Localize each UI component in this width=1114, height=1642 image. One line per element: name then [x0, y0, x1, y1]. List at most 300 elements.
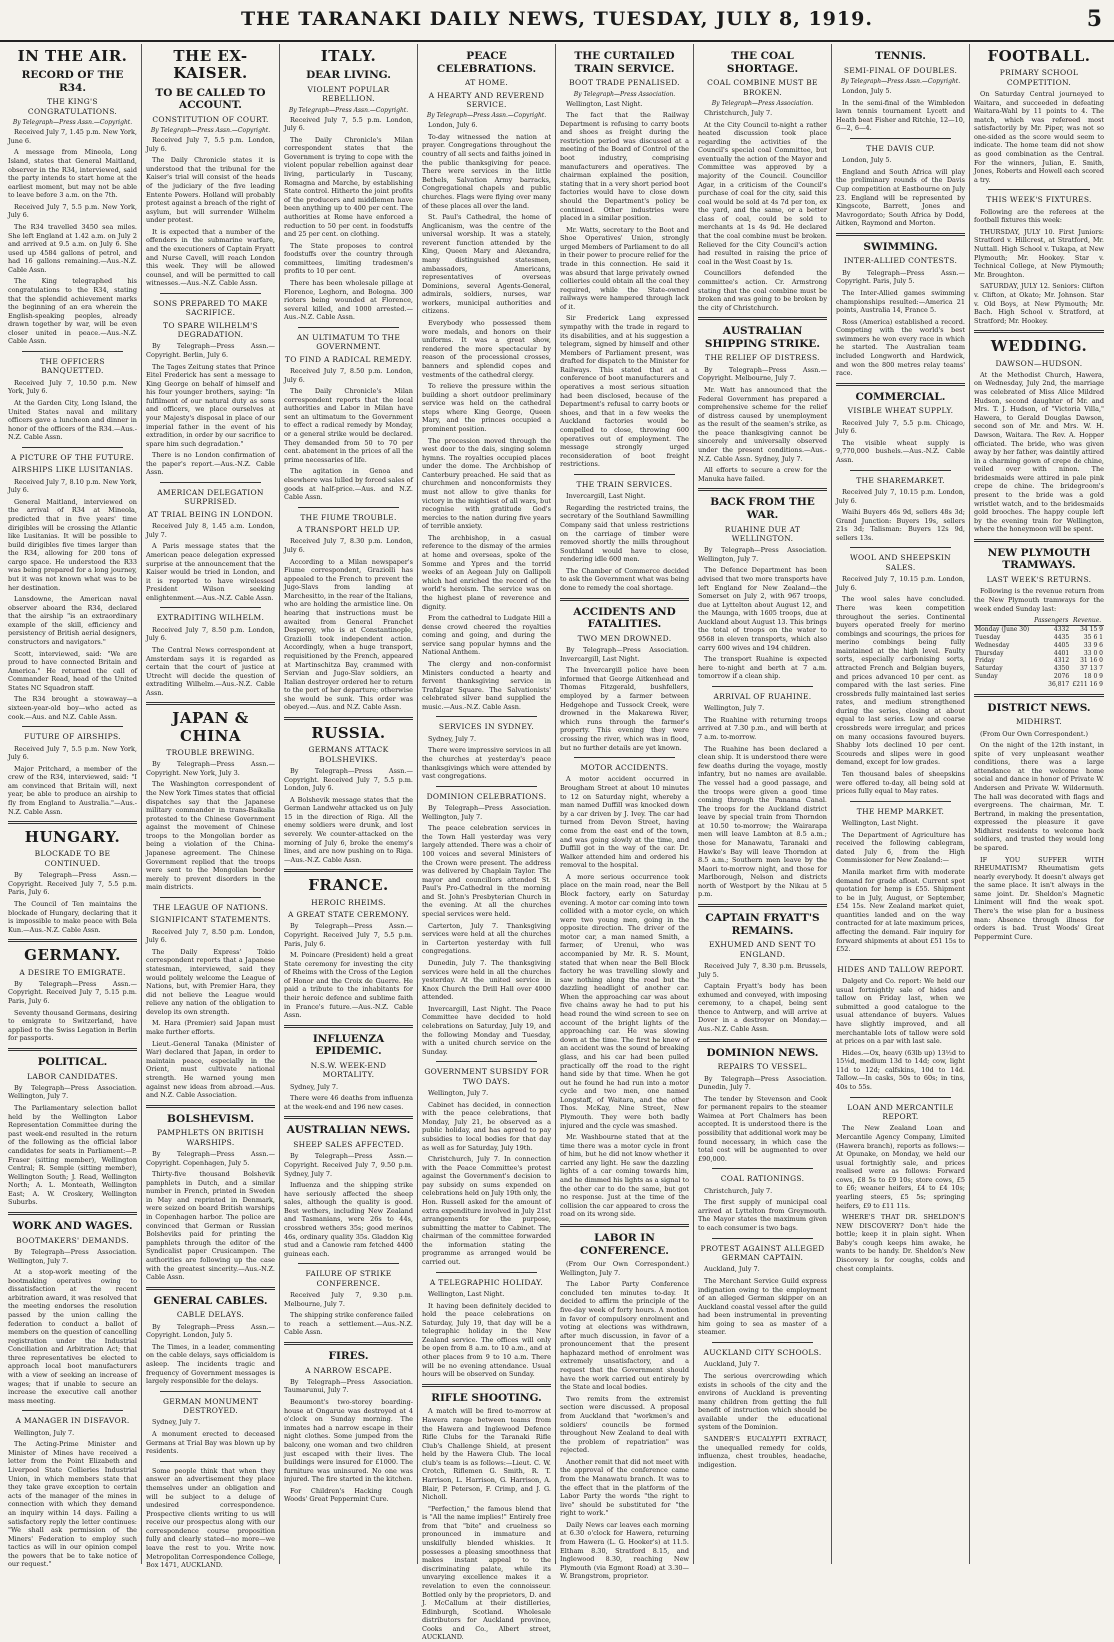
divider	[284, 717, 413, 720]
table-row	[974, 673, 1104, 681]
byline: By Telegraph—Press Assn.—Copyright.	[840, 77, 961, 85]
paragraph: The shipping strike conference failed to reach a settlement.—Aus.-N.Z. Cable Assn.	[284, 1311, 413, 1337]
section-subhead: THE TRAIN SERVICES.	[576, 479, 673, 489]
paragraph: Manila market firm with moderate demand for grade afloat. Current spot quotation for hemp is £55. Shipment to be in July, August, or September, £54 15s. New Zealand market quiet, quantities landed and on the way contracted for at late maximum prices, affecting the demand. Fair inquiry for forward shipments at about £51 15s to £52.	[836, 867, 965, 954]
divider	[850, 1097, 951, 1098]
table-cell: 36,817	[1048, 680, 1070, 688]
headline: THE COAL SHORTAGE.	[726, 50, 799, 75]
paragraph: Ten thousand bales of sheepskins were offered to-day, all being sold at prices fully equal to May rates.	[836, 769, 965, 796]
section-subhead: AIRSHIPS LIKE LUSITANIAS.	[11, 465, 134, 475]
paragraph: Major Pritchard, a member of the crew of the R34, interviewed, said: "I am convinced that Britain will, next year, be able to produce an airship to fly from England to Australia."—Aus.-N.Z. Cable Assn.	[8, 764, 137, 816]
paragraph: (From Our Own Correspondent.) Wellington, July 7.	[560, 1260, 689, 1277]
paragraph: By Telegraph—Press Assn.—Copyright. Melbourne, July 7.	[698, 365, 827, 383]
section-subhead: GERMAN MONUMENT DESTROYED.	[162, 1396, 259, 1416]
headline: SWIMMING.	[863, 240, 938, 253]
paragraph: Received July 7, 8.10 p.m. New York, July 6.	[8, 477, 137, 495]
divider	[146, 1105, 275, 1108]
section-subhead: AMERICAN DELEGATION SURPRISED.	[157, 488, 264, 507]
paragraph: The R34 brought a stowaway—a sixteen-year-old boy—who acted as cook.—Aus. and N.Z. Cable Assn.	[8, 695, 137, 721]
table-cell: 4401	[1053, 649, 1070, 657]
paragraph: Influenza and the shipping strike have seriously affected the sheep sales, although the quality is good. Best wethers, including New Zealand and Tasmanians, were 26s to 44s, crossbred wethers 35s; good merinos 46s, ordinary quality 35s. Gladdon Kig stud and a Canowie ram fetched 4400 guineas each.	[284, 1181, 413, 1258]
paragraph: By Telegraph—Press Assn.—Copyright. Copenhagen, July 5.	[146, 1150, 275, 1167]
paragraph: A more serious occurrence took place on the main road, near the Bell Block factory, early on Saturday evening. A motor car coming into town collided with a motor cycle, on which were two young men, going in the opposite direction. The driver of the motor car, a man named Smith, a farmer, of Urenui, who was accompanied by Mr. R. S. Mount, stated that when near the Bell Block factory he was travelling slowly and saw nothing along the road but the dazzling headlight of another car. When the approaching car was about five chains away he had to put his head round the wind screen to see on account of the bright lights of the approaching car. He was slowing down at the time. The first he knew of an accident was the sound of breaking glass, and his car had been pulled practically off the road to the right hand side by that time. When he got out he found he had run into a motor cycle and two men, one named Longstaff, of Waitara, and the other Thos. McKay, Nine Street, New Plymouth. They were both badly injured and the cycle was smashed.	[560, 872, 689, 1130]
paragraph: London, July 6.	[428, 121, 478, 130]
paragraph: The transport Ruahine is expected here to-night and berth at 7 a.m. tomorrow if a clean ship.	[698, 655, 827, 681]
column-6	[694, 44, 832, 1564]
divider	[436, 1272, 537, 1273]
paragraph: The agitation in Genoa and elsewhere was lulled by forced sales of goods at half-price.—Aus. and N.Z. Cable Assn.	[284, 467, 413, 502]
section-subhead: LOAN AND MERCANTILE REPORT.	[847, 1102, 954, 1121]
divider	[988, 189, 1090, 190]
headline: POLITICAL.	[37, 1055, 108, 1068]
paragraph: Received July 7, 10.15 p.m. London, July 6.	[836, 575, 965, 592]
paragraph: London, July 5.	[842, 156, 892, 165]
divider	[836, 233, 965, 236]
headline: CAPTAIN FRYATT'S REMAINS.	[705, 912, 820, 937]
paragraph: Everybody who possessed them wore medals, and honors on their uniforms. It was a great show, rendered the more spectacular by reason of the processional crosses, banners and splendid copes and vestments of the cathedral clergy.	[422, 319, 551, 379]
divider	[22, 447, 123, 448]
table-cell: 4405	[1053, 641, 1070, 649]
divider	[712, 686, 813, 687]
paragraph: Invercargill, Last Night.	[566, 492, 646, 501]
headline: WORK AND WAGES.	[12, 1220, 133, 1232]
paragraph: Lieut.-General Tanaka (Minister of War) declared that Japan, in order to maintain peace, especially in the Orient, must cultivate national strength. He warned young men against new ideas from abroad.—Aus. and N.Z. Cable Association.	[146, 1039, 275, 1100]
paragraph: A match will be fired to-morrow at Hawera range between teams from the Hawera and Inglewood Defence Rifle Clubs for the Taranaki Rifle Club's Challenge Shield, at present held by the Hawera Club. The local club's team is as follows:—Lieut. C. W. Crotch, Riflemen G. Smith, R. T. Harrison, L. Harrison, G. Harrison, A. Blair, P. Peterson, F. Crimp, and J. G. Nicholl.	[422, 1407, 551, 1502]
section-subhead: BOOT TRADE PENALISED.	[569, 78, 680, 88]
paragraph: Hides.—Ox, heavy (63lb up) 13½d to 15⅛d, medium 13d to 14d; cow, light 11d to 12d; calfskins, 10d to 14d. Tallow.—In casks, 50s to 60s; in tins, 40s to 55s.	[836, 1048, 965, 1092]
section-subhead: THE FIUME TROUBLE.	[300, 512, 397, 522]
section-subhead: A NARROW ESCAPE.	[305, 1365, 392, 1375]
headline: COMMERCIAL.	[855, 390, 946, 403]
paragraph: The Defence Department has been advised that two more transports have left England for New Zealand—the Somerset on July 2, with 967 troops, due at Lyttelton about August 12, and the Maunga, with 1605 troops, due at Auckland about August 13. This brings the total of troops on the water to 9568 in eleven transports, which also carry 600 wives and 194 children.	[698, 566, 827, 652]
paragraph: The Daily Chronicle states it is understood that the tribunal for the Kaiser's trial will consist of the heads of the judiciary of the five leading Entente Powers. Holland will probably protest against a breach of the right of asylum, but will surrender Wilhelm under protest.	[146, 156, 275, 225]
section-subhead: A TELEGRAPHIC HOLIDAY.	[429, 1277, 544, 1287]
paragraph: London, July 5.	[842, 86, 892, 95]
section-subhead: VISIBLE WHEAT SUPPLY.	[847, 406, 954, 416]
table-cell: Monday (June 30)	[975, 626, 1030, 634]
divider	[850, 470, 951, 471]
paragraph: The Department of Agriculture has received the following cablegram, dated July 6, from the High Commissioner for New Zealand:—	[836, 830, 965, 865]
headline: AUSTRALIAN NEWS.	[286, 1124, 411, 1137]
section-subhead: DAWSON—HUDSON.	[995, 358, 1083, 368]
divider	[160, 482, 261, 483]
divider	[284, 1342, 413, 1345]
divider	[146, 1287, 275, 1290]
section-subhead: SEMI-FINAL OF DOUBLES.	[843, 65, 958, 75]
table-cell: Sunday	[975, 672, 998, 680]
paragraph: Auckland, July 7.	[704, 1360, 760, 1369]
paragraph: St. Paul's Cathedral, the home of Anglicanism, was the centre of the universal worship. It was a stately, reverent function attended by the King, Queen Mary and Alexandra, many distinguished statesmen, ambassadors, Americans, representatives of overseas Dominions, several Agents-General, admirals, soldiers, nurses, war workers, municipal authorities and citizens.	[422, 213, 551, 316]
headline: IN THE AIR.	[17, 47, 128, 65]
section-subhead: PRIMARY SCHOOL COMPETITION.	[999, 68, 1079, 87]
paragraph: Mr. Watt has announced that the Federal Government has prepared a comprehensive scheme for the relief of distress caused by unemployment as the result of the seamen's strike, as the peace thanksgiving cannot be sincerely and universally observed under the present conditions.—Aus.-N.Z. Cable Assn. Sydney, July 7.	[698, 385, 827, 463]
paragraph: By Telegraph—Press Assn.—Copyright. London, July 5.	[146, 1322, 275, 1340]
divider	[850, 547, 951, 548]
subheadline: DEAR LIVING.	[306, 69, 391, 82]
section-subhead: TO FIND A RADICAL REMEDY.	[284, 354, 413, 364]
table-cell: 31 16 0	[1080, 657, 1103, 665]
table-row	[974, 650, 1104, 658]
byline: By Telegraph—Press Association.	[711, 99, 814, 107]
paragraph: Scott, interviewed, said: "We are proud to have connected Britain and America." He returned the call of Commander Read, head of the United States NC Squadron staff.	[8, 649, 137, 692]
paragraph: By Telegraph—Press Assn.—Copyright. Received July 7, 9.50 p.m. Sydney, July 7.	[284, 1152, 413, 1178]
paragraph: Received July 7, 8.50 p.m. London, July 6.	[284, 367, 413, 384]
section-subhead: THE RELIEF OF DISTRESS.	[705, 353, 820, 363]
paragraph: Waihi Buyers 46s 9d, sellers 48s 3d; Grand Junction: Buyers 19s, sellers 21s 3d; Talisman: Buyers 12s 9d, sellers 13s.	[836, 508, 965, 542]
byline: By Telegraph—Press Assn.—Copyright.	[288, 106, 409, 114]
divider	[160, 607, 261, 608]
section-subhead: BLOCKADE TO BE CONTINUED.	[34, 849, 111, 868]
news-columns	[4, 44, 1110, 1642]
column-2	[142, 44, 280, 1570]
table-cell: 37 13 7	[1080, 665, 1103, 673]
section-subhead: PROTEST AGAINST ALLEGED GERMAN CAPTAIN.	[700, 1243, 825, 1262]
headline: DOMINION NEWS.	[706, 1046, 819, 1059]
paragraph: Another remit that did not meet with the approval of the conference came from the Manawatu branch. It was to the effect that in the platform of the Labor Party the words "the right to live" should be substituted for "the right to work."	[560, 1457, 689, 1518]
section-subhead: COAL COMBINE MUST BE BROKEN.	[707, 78, 818, 97]
headline: GERMANY.	[24, 946, 121, 965]
paragraph: By Telegraph—Press Assn.—Copyright. Berlin, July 6.	[146, 342, 275, 359]
divider	[850, 138, 951, 139]
table-header-cell: Revenue.	[1070, 616, 1104, 626]
table-cell: 4350	[1053, 665, 1070, 673]
paragraph: The Inter-Allied games swimming championships resulted:—America 21 points, Australia 14, France 5.	[836, 288, 965, 315]
subheadline: TO BE CALLED TO ACCOUNT.	[155, 86, 266, 112]
section-subhead: DOMINION CELEBRATIONS.	[426, 791, 547, 801]
paragraph: Wellington, July 7.	[14, 1428, 75, 1437]
paragraph: The peace celebration services in the Town Hall yesterday was very largely attended. There was a choir of 100 voices and several Ministers of the Crown were present. The address was delivered by Chaplain Taylor. The mayor and councillors attended St. Paul's Pro-Cathedral in the morning and St. John's Presbyterian Church in the evening. At all the churches special services were held.	[422, 824, 551, 919]
divider	[160, 1461, 261, 1462]
paragraph: Carterton, July 7. Thanksgiving services were held at all the churches in Carterton yesterday with full congregations.	[422, 921, 551, 956]
paragraph: By Telegraph—Press Association. Wellington, July 7.	[422, 804, 551, 821]
paragraph: Dalgety and Co. report: We held our usual fortnightly sale of hides and tallow on Friday last, when we submitted a good catalogue to the usual attendance of buyers. Values have slightly improved, and all merchantable lots of tallow were sold at prices on a par with last sale.	[836, 977, 965, 1046]
headline: TENNIS.	[875, 50, 926, 62]
paragraph: Received July 7, 1.45 p.m. New York, June 6.	[8, 128, 137, 145]
table-cell: Friday	[975, 657, 995, 665]
section-subhead: A PICTURE OF THE FUTURE.	[10, 452, 135, 462]
section-subhead: TROUBLE BREWING.	[166, 747, 255, 757]
paragraph: Auckland, July 7.	[704, 1265, 760, 1274]
paragraph: THURSDAY, JULY 10. First Juniors: Stratford v. Hillcrest, at Stratford, Mr. Nuttall. High School v. Tukapa, at New Plymouth; Mr. Hookey. Star v. Technical College, at New Plymouth; Mr. Broughton.	[974, 227, 1104, 279]
section-subhead: INTER-ALLIED CONTESTS.	[843, 256, 958, 266]
divider	[284, 869, 413, 872]
section-subhead: SONS PREPARED TO MAKE SACRIFICE.	[153, 298, 268, 318]
paragraph: To relieve the pressure within the building a short outdoor preliminary service was held on the cathedral steps where King George, Queen Mary, and the princes occupied a prominent position.	[422, 382, 551, 433]
section-subhead: LABOR CANDIDATES.	[27, 1071, 118, 1081]
section-subhead: MIDHIRST.	[1016, 717, 1062, 727]
paragraph: There is no London confirmation of the paper's report.—Aus.-N.Z. Cable Assn.	[146, 451, 275, 477]
paragraph: The Labor Party Conference concluded ten minutes to-day. It decided to affirm the principle of the five-day week of forty hours. A motion in favor of compulsory enrolment and voting at elections was withdrawn, after much discussion, in favor of a pronouncement that the present haphazard method of enrolment was extremely unsatisfactory, and a request that the Government should have the work carried out entirely by the State and local bodies.	[560, 1280, 689, 1392]
section-subhead: EXTRADITING WILHELM.	[156, 613, 265, 623]
section-subhead: THE SHAREMARKET.	[856, 475, 945, 485]
headline: ACCIDENTS AND FATALITIES.	[573, 605, 676, 631]
table-row	[974, 634, 1104, 642]
paragraph: By Telegraph—Press Assn.—Copyright. Received July 7, 5.5 p.m. Paris, July 6.	[8, 871, 137, 897]
headline: GENERAL CABLES.	[153, 1294, 268, 1307]
paragraph: The Daily Express' Tokio correspondent reports that a Japanese statesman, interviewed, said they would politely welcome the League of Nations, but, with Premier Hara, they did not believe the League would relieve any nation of the obligation to develop its own strength.	[146, 947, 275, 1016]
divider	[698, 1039, 827, 1042]
paragraph: The Washington correspondent of the New York Times states that official dispatches say that the Japanese military commander in trans-Baikalia protested to the Chinese Government against the movement of Chinese troops to the Mongolian border as being a violation of the China-Japanese agreement. The Chinese Government replied that the troops were sent to the Mongolian border merely to prevent disorders in the main districts.	[146, 780, 275, 892]
divider	[698, 904, 827, 907]
headline: INFLUENZA EPIDEMIC.	[312, 1032, 385, 1058]
table-header-row	[974, 616, 1104, 626]
divider	[974, 539, 1104, 542]
headline: FIRES.	[328, 1349, 369, 1362]
paragraph: The R34 travelled 3450 sea miles. She left England at 1.42 a.m. on July 2 and arrived at 9.5 a.m. on July 6. She used up 4584 gallons of petrol, and had 16 gallons remaining.—Aus.-N.Z. Cable Assn.	[8, 222, 137, 274]
divider	[22, 726, 123, 727]
headline: WEDDING.	[990, 337, 1088, 356]
paragraph: The procession moved through the west door to the dais, singing solemn hymns. The royalties occupied places under the dome. The Archbishop of Canterbury preached. He said that as churchmen and nonconformists they must not allow to give thanks for victory in the mightiest of all wars, but recognise with gratitude God's mercies to the nation during five years of terrible anxiety.	[422, 436, 551, 531]
paragraph: At a stop-work meeting of the bootmaking operatives owing to dissatisfaction at the recent arbitration award, it was resolved that the meeting endorses the resolution passed by the union calling the federation to conduct a ballot of members on the question of cancelling registration under the Industrial Conciliation and Arbitration Act; that three representatives be elected to approach local boot manufacturers with a view of seeking an increase of wages; that if unable to secure an increase the executive call another mass meeting.	[8, 1268, 137, 1405]
divider	[574, 474, 675, 475]
column-1	[4, 44, 142, 1569]
divider	[698, 317, 827, 320]
paragraph: Captain Fryatt's body has been exhumed and conveyed, with imposing ceremony, to a chapel, being sent thence to Antwerp, and will arrive at Dover in a destroyer on Monday.—Aus.-N.Z. Cable Assn.	[698, 982, 827, 1033]
table-cell: 33 9 6	[1083, 641, 1103, 649]
paragraph: Received July 7, 8.30 p.m. Brussels, July 5.	[698, 961, 827, 979]
paragraph: Ross (America) established a record. Competing with the world's best swimmers he won every race in which he started. The Australian team included Longworth and Hardwick, and won the 800 metres relay teams' race.	[836, 317, 965, 378]
paragraph: The Acting-Prime Minister and Minister of Mines have received a letter from the Point Elizabeth and Liverpool State Collieries Industrial Union, in which members state that they take grave exception to certain acts of the manager of the mines in connection with which they demand an inquiry within 14 days. Failing a satisfactory reply the letter continues: "We shall ask permission of the Miners' Federation to employ such tactics as will in our opinion compel the powers that be to take notice of our request."	[8, 1440, 137, 1569]
table-cell: 2076	[1053, 672, 1070, 680]
tramway-returns-table	[974, 616, 1104, 688]
table-cell: 35 6 1	[1083, 633, 1103, 641]
section-subhead: A TRANSPORT HELD UP.	[296, 525, 401, 535]
divider	[8, 821, 137, 824]
paragraph: By Telegraph—Press Association. Taumarunui, July 7.	[284, 1377, 413, 1395]
paragraph: Received July 7, 8.30 p.m. London, July 6.	[284, 537, 413, 555]
divider	[974, 694, 1104, 697]
table-cell: £211 16 9	[1072, 680, 1103, 688]
section-subhead: AUCKLAND CITY SCHOOLS.	[703, 1347, 822, 1357]
paragraph: The King telegraphed his congratulations to the R34, stating that the splendid achievement marks the beginning of an era wherein the English-speaking peoples, already drawn together by war, will be even closer united in peace.—Aus.-N.Z. Cable Assn.	[8, 277, 137, 346]
paragraph: Two remits from the extremist section were discussed. A proposal from Auckland that "workmen's and soldiers' councils be formed throughout New Zealand to deal with the problem of repatriation" was rejected.	[560, 1394, 689, 1455]
paragraph: Wellington, Last Night.	[566, 99, 643, 108]
section-subhead: SERVICES IN SYDNEY.	[438, 722, 535, 732]
divider	[298, 1263, 399, 1264]
paragraph: The serious overcrowding which exists in schools of the city and the environs of Auckland is preventing many children from getting the full benefit of instruction which should be available under the educational system of the Dominion.	[698, 1371, 827, 1432]
section-subhead: THIS WEEK'S FIXTURES.	[986, 195, 1092, 205]
paragraph: The Chamber of Commerce decided to ask the Government what was being done to remedy the coal shortage.	[560, 566, 689, 592]
paragraph: Received July 7, 9.30 p.m. Melbourne, July 7.	[284, 1291, 413, 1308]
section-subhead: A HEARTY AND REVEREND SERVICE.	[428, 90, 545, 109]
paragraph: The visible wheat supply is 9,770,000 bushels.—Aus.-N.Z. Cable Assn.	[836, 438, 965, 465]
paragraph: On the night of the 12th instant, in spite of very unpleasant weather conditions, there was a large attendance at the welcome home social and dance in honor of Private W. Andersen and Private W. Wildermuth. The hall was decorated with flags and evergreens. The chairman, Mr. T. Bertrand, in making the presentation, expressed the pleasure it gave Midhirst residents to welcome back soldiers, and trusted they would long be spared.	[974, 741, 1104, 853]
paragraph: Received July 7, 8.50 p.m. London, July 6.	[146, 927, 275, 945]
section-subhead: CONSTITUTION OF COURT.	[152, 114, 269, 124]
divider	[436, 1061, 537, 1062]
paragraph: England and South Africa will play the preliminary rounds of the Davis Cup competition at Eastbourne on July 23. England will be represented by Kingscote, Barrett, Jones and Mavrogordato; South Africa by Dodd, Aitken, Raymond and Morton.	[836, 167, 965, 228]
paragraph: By Telegraph—Press Assn.—Copyright. Received July 7, 5.15 p.m. Paris, July 6.	[8, 979, 137, 1006]
paragraph: By Telegraph—Press Association. Invercargill, Last Night.	[560, 646, 689, 663]
paragraph: The clergy and non-conformist Ministers conducted a hearty and fervent thanksgiving service in Trafalgar Square. The Salvationists' celebrated silver band supplied the music.—Aus.-N.Z. Cable Assn.	[422, 660, 551, 711]
paragraph: By Telegraph—Press Assn.—Copyright. Paris, July 5.	[836, 268, 965, 286]
paragraph: At the Methodist Church, Hawera, on Wednesday, July 2nd, the marriage was celebrated of Miss Alice Mildred Hudson, second daughter of Mr. and Mrs. T. J. Hudson, of "Victoria Villa," Hawera, to Gerald Douglas Dawson, second son of Mr. and Mrs. W. H. Dawson, Waitara. The Rev. A. Hopper officiated. The bride, who was given away by her father, was daintily attired in a charming gown of crepe de chine, veiled over with ninon. The bridesmaids were attired in pale pink crepe de chine. The bridegroom's present to the bride was a gold wristlet watch, and to the bridesmaids gold brooches. The happy couple left by the evening train for Wellington, where the honeymoon will be spent.	[974, 370, 1104, 534]
paragraph: Sydney, July 7.	[152, 1418, 201, 1427]
section-subhead: A GREAT STATE CEREMONY.	[288, 909, 409, 919]
byline: By Telegraph—Press Assn.—Copyright.	[426, 112, 547, 120]
divider	[160, 293, 261, 294]
paragraph: Received July 7, 10.50 p.m. New York, July 6.	[8, 378, 137, 396]
divider	[8, 1212, 137, 1215]
paragraph: By Telegraph—Press Association. Wellington, July 7.	[8, 1083, 137, 1101]
section-subhead: COAL RATIONINGS.	[720, 1174, 805, 1184]
divider	[284, 1025, 413, 1028]
paragraph: The State proposes to control foodstuffs over the country through committees, limiting tradesmen's profits to 10 per cent.	[284, 241, 413, 276]
paragraph: The New Zealand Loan and Mercantile Agency Company, Limited (Hawera branch), reports as follows:—At Opunake, on Monday, we held our usual fortnightly sale, and prices realised were as follows: Forward cows, £8 5s to £9 10s; store cows, £5 to £6; weaner heifers, £4 to £4 10s; yearling steers, £5 5s; springing heifers, £9 to £11 11s.	[836, 1124, 965, 1210]
section-subhead: TWO MEN DROWNED.	[577, 633, 672, 643]
section-subhead: THE DAVIS CUP.	[866, 143, 935, 153]
headline: BACK FROM THE WAR.	[710, 496, 815, 521]
paragraph: The Tages Zeitung states that Prince Eitel Frederick has sent a message to King George on behalf of himself and his four younger brothers, saying: "In fulfilment of our natural duty as sons and officers, we place ourselves at your Majesty's disposal in place of our imperial father in the event of his extradition, in order by our sacrifice to spare him such degradation."	[146, 362, 275, 448]
headline: THE CURTAILED TRAIN SERVICE.	[574, 50, 675, 75]
paragraph: It is expected that a number of the offenders in the submarine warfare, and the executioners of Captain Fryatt and Nurse Cavell, will reach London this week. They will be allowed counsel, and will be permitted to call witnesses.—Aus.-N.Z. Cable Assn.	[146, 227, 275, 288]
table-row	[974, 657, 1104, 665]
table-cell: Thursday	[975, 649, 1004, 657]
headline: ITALY.	[320, 47, 377, 65]
headline: FOOTBALL.	[987, 47, 1091, 65]
paragraph: By Telegraph—Press Association. Wellington, July 7.	[698, 546, 827, 563]
divider	[850, 959, 951, 960]
paragraph: Received July 7, 5.5 p.m. New York, July 6.	[8, 202, 137, 220]
section-subhead: AT HOME.	[464, 78, 509, 88]
section-subhead: THE HEMP MARKET.	[856, 806, 945, 816]
paragraph: Christchurch, July 7.	[704, 1186, 773, 1195]
section-subhead: GOVERNMENT SUBSIDY FOR TWO DAYS.	[424, 1067, 549, 1086]
paragraph: The Times, in a leader, commenting on the cable delays, says officialdom is asleep. The incidents tragic and frequency of Government messages is largely responsible for the delays.	[146, 1342, 275, 1386]
table-cell	[974, 681, 1032, 689]
advertisement: Some people think that when they answer an advertisement they place themselves under an obligation and will be subject to a deluge of undesired correspondence. Prospective clients writing to us will receive our prospectus along with our correspondence course proposition fully and clearly stated—no more—we leave the rest to you. Write now. Metropolitan Correspondence College, Box 1471, AUCKLAND.	[146, 1466, 275, 1570]
paragraph: In the semi-final of the Wimbledon lawn tennis tournament Lycett and Heath beat Fisher and Ritchie, 12—10, 6—2, 6—4.	[836, 98, 965, 133]
paragraph: There has been wholesale pillage at Florence, Leghorn, and Bologna. 300 rioters being wounded at Florence, several killed, and 1000 arrested.—Aus.-N.Z. Cable Assn.	[284, 279, 413, 322]
table-cell: 4332	[1053, 626, 1070, 634]
paragraph: There were 46 deaths from influenza at the week-end and 196 new cases.	[284, 1094, 413, 1111]
paragraph: Received July 7, 5.5 p.m. New York, July 6.	[8, 744, 137, 762]
section-subhead: THE LEAGUE OF NATIONS.	[152, 902, 269, 912]
paragraph: At the City Council to-night a rather heated discussion took place regarding the activities of the Council's special coal Committee, but eventually the action of the Mayor and Committee was approved by a majority of the Council. Councillor Agar, in a criticism of the Council's purchase of coal for the city, said this coal would be sold at 4s 7d per ton, ex the yard, and the same, or a better class of coal, could be sold to merchants at 1s 4s 9d. He declared that the coal combine must be broken. Relieved for the City Council's action had resulted in raising the price of coal in the West Coast by 1s.	[698, 120, 827, 266]
paragraph: The tender by Stevenson and Cook for permanent repairs to the steamer Waimea at Port Chalmers has been accepted. It is understood there is the possibility that additional work may be found necessary, in which case the total cost will be augmented to over £90,000.	[698, 1094, 827, 1163]
paragraph: Regarding the restricted trains, the secretary of the Southland Sawmilling Company said that unless restrictions on the carriage of timber were removed shortly the mills throughout Southland would have to close, rendering idle 600 men.	[560, 503, 689, 564]
divider	[712, 1342, 813, 1343]
paragraph: There were impressive services in all the churches at yesterday's peace thanksgivings which were attended by vast congregations.	[422, 746, 551, 781]
paragraph: It having been definitely decided to hold the peace celebrations on Saturday, July 19, that day will be a telegraphic holiday in the New Zealand service. The offices will only be open from 8 a.m. to 10 a.m., and at other places from 9 to 10 a.m. There will be no evening attendance. Usual hours will be observed on Sunday.	[422, 1301, 551, 1379]
paragraph: The Ruahine with returning troops arrived at 7.30 p.m., and will berth at 7 a.m. to-morrow.	[698, 715, 827, 742]
section-subhead: MOTOR ACCIDENTS.	[580, 763, 669, 773]
paragraph: SATURDAY, JULY 12. Seniors: Clifton v. Clifton, at Okato; Mr. Johnson. Star v. Old Boys, at New Plymouth; Mr. Bach. High School v. Stratford, at Stratford; Mr. Hookey.	[974, 282, 1104, 325]
headline: PEACE CELEBRATIONS.	[436, 50, 537, 75]
section-subhead: TO SPARE WILHELM'S DEGRADATION.	[163, 320, 258, 340]
divider	[836, 383, 965, 386]
table-cell: 18 0 9	[1083, 672, 1103, 680]
paragraph: Thirty-five thousand Bolshevik pamphlets in Dutch, and a similar number in French, printed in Sweden in May and reprinted in Denmark, were seized on board British warships in Copenhagen harbor. The police are convinced that German or Russian Bolsheviks paid for printing the pamphlets through the editor of the Syndicalist paper Crusicampen. The authorities are following up the case with the greatest sincerity.—Aus.-N.Z. Cable Assn.	[146, 1170, 275, 1282]
table-cell: Wednesday	[975, 641, 1010, 649]
divider	[160, 1391, 261, 1392]
section-subhead: VIOLENT POPULAR REBELLION.	[307, 84, 390, 104]
section-subhead: REPAIRS TO VESSEL.	[717, 1062, 808, 1072]
paragraph: By Telegraph—Press Assn.—Copyright. Received July 7, 5.5 p.m. Paris, July 6.	[284, 922, 413, 948]
masthead	[0, 0, 1114, 42]
paragraph: Received July 7, 10.15 p.m. London, July 6.	[836, 488, 965, 505]
section-subhead: THE KING'S CONGRATULATIONS.	[27, 97, 118, 116]
divider	[974, 330, 1104, 333]
paragraph: Cabinet has decided, in connection with the peace celebrations, that Monday, July 21, be observed as a public holiday, and has agreed to pay subsidies to local bodies for that day as well as for Saturday, July 19th.	[422, 1100, 551, 1152]
divider	[8, 1048, 137, 1051]
advertisement: "Perfection," the famous blend that is "All the name implies!" Entirely free from that "bite" and cruelness so pronounced in immature and unskilfully blended whiskies. It possesses a pleasing smoothness that makes instant appeal to the discriminating palate, while its unvarying excellence makes it a revelation to even the connoisseur. Bottled only by the proprietors, D. and J. McCallum at their distilleries, Edinburgh, Scotland. Wholesale distributors for Auckland province, Cooks and Co., Albert street, AUCKLAND.	[422, 1504, 551, 1642]
paragraph: A motor accident occurred in Brougham Street at about 10 minutes to 12 on Saturday night, whereby a man named Duffill was knocked down by a car driven by J. Ivey. The car had turned from Devon Street, having come from the east end of the town, and was going slowly at the time, and Duffill got in the way of the car. Dr. Walker attended him and ordered his removal to the hospital.	[560, 775, 689, 870]
paragraph: The archbishop, in a casual reference to the dismay of the armies at home and overseas, spoke of the Somme and Ypres and the torrid weeks of an Aegean July on Gallipoli which had enriched the record of the world's heroism. The service was on the highest plane of reverence and dignity.	[422, 533, 551, 611]
paragraph: Sydney, July 7.	[290, 1082, 339, 1091]
paragraph: The Daily Chronicle's Milan correspondent states that the Government is trying to cope with the violent popular rebellion against dear living, particularly in Tuscany, Romagna and Marche, by establishing State control. Hitherto the joint profits of the producers and middlemen have been anything up to 400 per cent. The authorities at Rome have enforced a reduction to 50 per cent. in foodstuffs and 25 per cent. on clothing.	[284, 135, 413, 239]
section-subhead: A DESIRE TO EMIGRATE.	[19, 967, 126, 977]
divider	[436, 786, 537, 787]
paragraph: Received July 7, 5.5 p.m. London, July 6.	[284, 115, 413, 133]
headline: NEW PLYMOUTH TRAMWAYS.	[987, 546, 1091, 572]
paragraph: The Council of Ten maintains the blockade of Hungary, declaring that it is impossible to make peace with Bela Kun.—Aus.-N.Z. Cable Assn.	[8, 899, 137, 934]
paragraph: The Parliamentary selection ballot held by the Wellington Labor Representation Committee during the past week-end resulted in the return of the following as the official labor candidates for seats in Parliament:—P. Fraser (sitting member), Wellington Central; R. Semple (sitting member), Wellington South; J. Read, Wellington North; A. L. Monteath, Wellington East; A. W. Croskery, Wellington Suburbs.	[8, 1104, 137, 1207]
column-8	[970, 44, 1108, 1564]
table-header-cell	[974, 616, 1032, 626]
paragraph: A Bolshevik message states that the German Landwehr attacked us on July 15 in the direction of Riga. All the enemy soldiers were drunk, and lost severely. We counter-attacked on the morning of July 6, broke the enemy's lines, and are now pushing on to Riga.—Aus.-N.Z. Cable Assn.	[284, 795, 413, 864]
column-5	[556, 44, 694, 1581]
headline: AUSTRALIAN SHIPPING STRIKE.	[704, 325, 821, 350]
paragraph: Wellington, Last Night.	[842, 819, 919, 828]
section-subhead: HIDES AND TALLOW REPORT.	[837, 964, 964, 974]
divider	[160, 897, 261, 898]
paragraph: Invercargill, Last Night. The Peace Committee have decided to hold celebrations on Saturday, July 19, and the following Monday and Tuesday, with a united church service on the Sunday.	[422, 1004, 551, 1056]
paragraph: Christchurch, July 7.	[704, 108, 773, 117]
table-cell: Tuesday	[975, 633, 1001, 641]
section-subhead: ARRIVAL OF RUAHINE.	[713, 691, 812, 701]
headline: RIFLE SHOOTING.	[431, 1391, 542, 1404]
paragraph: Received July 8, 1.45 a.m. London, July 7.	[146, 522, 275, 539]
divider	[8, 939, 137, 942]
byline: By Telegraph—Press Association.	[573, 90, 676, 98]
paragraph: The Invercargill police have been informed that George Aitkenhead and Thomas Fitzgerald, bushfellers, employed by a farmer between Hedgehope and Tussock Creek, were drowned in the Makarewa River, which runs through the farmer's property. This evening they were crossing the river, which was in flood, but no further details are yet known.	[560, 666, 689, 752]
divider	[712, 1168, 813, 1169]
paragraph: To-day witnessed the nation at prayer. Congregations throughout the country of all sects and faiths joined in the public thanksgiving for peace. There were services in the little Bethels, Salvation Army barracks, Congregational chapels and public churches. Flags were flying over many of these places all over the land.	[422, 132, 551, 210]
table-total-row	[974, 681, 1104, 689]
advertisement: Daily News car leaves each morning at 6.30 o'clock for Hawera, returning from Hawera (L. G. Hooker's) at 11.5. Eltham 8.30, Stratford 8.15, and Inglewood 8.30, reaching New Plymouth (via Egmont Road) at 3.30—W. Brangstrom, proprietor.	[560, 1520, 689, 1581]
paragraph: Wellington, July 7.	[428, 1089, 489, 1098]
paragraph: By Telegraph—Press Association. Dunedin, July 7.	[698, 1074, 827, 1092]
paragraph: A monument erected to deceased Germans at Trial Bay was blown up by residents.	[146, 1430, 275, 1456]
headline: JAPAN & CHINA	[172, 709, 249, 745]
divider	[850, 801, 951, 802]
paragraph: According to a Milan newspaper's Fiume correspondent, Graziolli has appealed to the French to prevent the Jugo-Slavs from landing at Marchesitto, in the rear of the Italians, who are holding the armistice line. On hearing that instructions must be awaited from General Franchet Desperey, who is at Constantinople, Graziolli took independent action. Accordingly, when a huge transport, requisitioned by the French, appeared at Martinschitza Bay, crammed with Servian and Jugo-Slav soldiers, an Italian destroyer ordered her to return to the port of her departure; otherwise she would be sunk. This order was obeyed.—Aus. and N.Z. Cable Assn.	[284, 557, 413, 712]
section-subhead: GERMANS ATTACK BOLSHEVIKS.	[308, 745, 389, 764]
section-subhead: A MANAGER IN DISFAVOR.	[15, 1416, 130, 1426]
paragraph: The fact that the Railway Department is refusing to carry boots and shoes as freight during the restriction period was discussed at a meeting of the Board of Control of the boot industry, comprising manufacturers and operatives. The chairman explained the position, stating that in a very short period boot factories would have to close down should the Department's policy be continued. Other industries were placed in a similar position.	[560, 111, 689, 223]
paragraph: Mr. Washbourne stated that at the time there was a motor cycle in front of him, but he did not know whether it carried any light. He saw the dazzling lights of a car coming towards him, and he dimmed his lights as a signal to the other car to do the same, but got no response. Just at the time of the collision the car appeared to cross the road on its wrong side.	[560, 1133, 689, 1219]
table-row	[974, 626, 1104, 634]
paragraph: Lansdowne, the American naval observer aboard the R34, declared that the airship "is an extraordinary example of the skill, efficiency and persistency of British aerial designers, constructors and navigators."	[8, 595, 137, 647]
paragraph: Mr. Watts, secretary to the Boot and Shoe Operatives' Union, strongly urged Members of Parliament to do all in their power to procure relief for the trade in this connection. He said it was absurd that large privately owned collieries could obtain all the coal they required, while the State-owned railways were hampered through lack of it.	[560, 225, 689, 311]
paragraph: Christchurch, July 7. In connection with the Peace Committee's protest against the Government's decision to pay subsidy on sums expended on celebrations held on July 19th only, the Hon. Russell asked for the amount of extra expenditure involved in July 21st arrangements for the purpose, submitting the matter to Cabinet. The chairman of the committee forwarded the information stating the programme as arranged would be carried out.	[422, 1155, 551, 1267]
paragraph: Following is the revenue return from the New Plymouth tramways for the week ended Sunday last:	[974, 587, 1104, 613]
divider	[712, 1238, 813, 1239]
section-subhead: EXHUMED AND SENT TO ENGLAND.	[708, 940, 817, 959]
paragraph: (From Our Own Correspondent.)	[980, 729, 1089, 738]
column-3	[280, 44, 418, 1564]
divider	[560, 598, 689, 601]
paragraph: Sir Frederick Lang expressed sympathy with the trade in regard to its disabilities, and at his suggestion a telegram, signed by himself and other Members of Parliament present, was drafted for dispatch to the Minister for Railways. This stated that at a conference of boot manufacturers and operatives a most serious situation had been disclosed, because of the Department's refusal to carry boots or shoes, and that in a few weeks the Auckland factories would be compelled to close, throwing 600 operatives out of employment. The message strongly urged reconsideration of boot freight restrictions.	[560, 314, 689, 469]
section-subhead: PAMPHLETS ON BRITISH WARSHIPS.	[157, 1128, 264, 1147]
column-4	[418, 44, 556, 1642]
paragraph: M. Hara (Premier) said Japan must make further efforts.	[146, 1019, 275, 1037]
section-subhead: RUAHINE DUE AT WELLINGTON.	[724, 524, 801, 543]
paragraph: Received July 7, 8.50 p.m. London, July 6.	[146, 625, 275, 643]
advertisement: SANDER'S EUCALYPTI EXTRACT, the unequalled remedy for colds, influenza, chest troubles, headache, indigestion.	[698, 1434, 827, 1469]
section-subhead: CABLE DELAYS.	[176, 1310, 245, 1320]
